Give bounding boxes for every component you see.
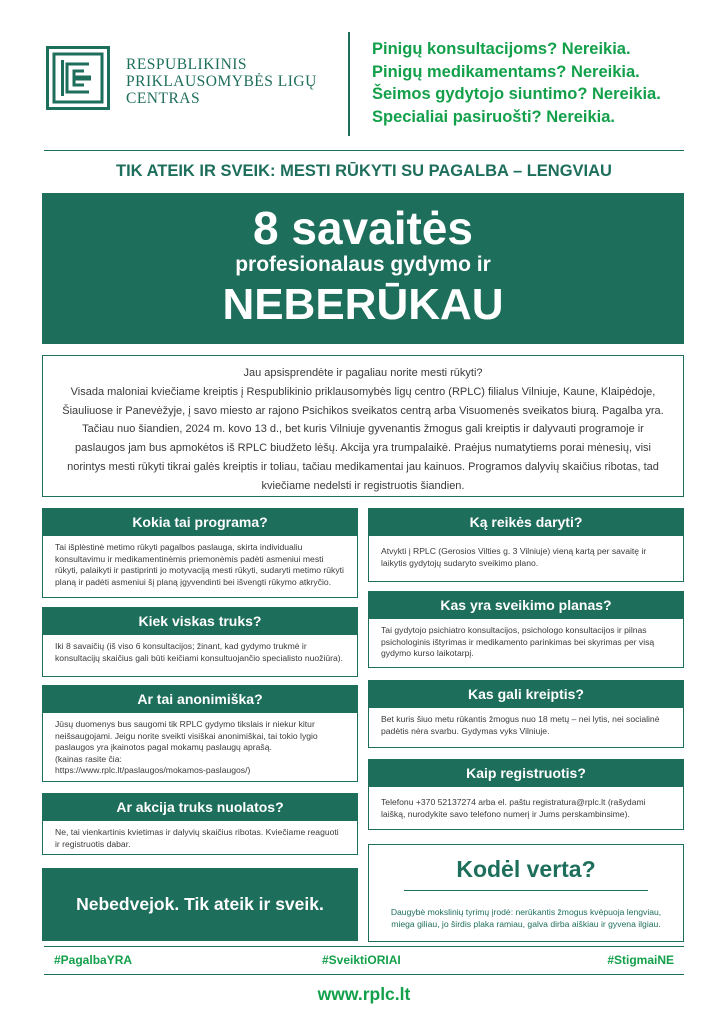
org-name	[126, 56, 356, 107]
header-divider	[348, 32, 350, 136]
hero-subheadline: profesionalaus gydymo ir	[235, 253, 491, 276]
info-box-text: Tai gydytojo psichiatro konsultacijos, psichologo konsultacijos ir pilnas psichologinis ištyrimas ir medikamento parinkimas bei skyrimas per visą gydymo kurso laikotarpį.	[381, 625, 655, 659]
info-box-eligibility	[368, 680, 684, 748]
info-box-title: Kokia tai programa?	[43, 509, 357, 536]
hero-headline: 8 savaitės	[253, 202, 473, 254]
org-name-line: PRIKLAUSOMYBĖS LIGŲ	[126, 73, 317, 90]
hashtag-row	[44, 953, 684, 967]
info-box-title: Kiek viskas truks?	[43, 608, 357, 635]
footer-rule	[44, 974, 684, 975]
hero-emphasis: NEBERŪKAU	[222, 280, 504, 329]
info-box-title: Kas gali kreiptis?	[369, 681, 683, 708]
info-box-title: Ką reikės daryti?	[369, 509, 683, 536]
why-title: Kodėl verta?	[456, 856, 596, 882]
intro-box	[42, 355, 684, 497]
info-box-text: Jūsų duomenys bus saugomi tik RPLC gydymo tikslais ir niekur kitur neišsaugojami. Jeigu norite sveikti visiškai anonimiškai, tai tokio lygio paslaugos yra įkainotos pagal mokamų paslaugų aprašą.	[55, 719, 318, 753]
info-box-title: Kas yra sveikimo planas?	[369, 592, 683, 619]
info-box-registration	[368, 759, 684, 830]
info-box-title: Kaip registruotis?	[369, 760, 683, 787]
info-box-text: Iki 8 savaičių (iš viso 6 konsultacijos; žinant, kad gydymo trukmė ir konsultacijų skaičius gali būti keičiami konsultuojančio specialisto nuožiūra).	[55, 641, 344, 663]
why-text: Daugybė mokslinių tyrimų įrodė: nerūkantis žmogus kvėpuoja lengviau, miega giliau, jo širdis plaka ramiau, galva dirba aiškiau ir gyvena ilgiau.	[390, 907, 662, 929]
intro-body: Visada maloniai kviečiame kreiptis į Respublikinio priklausomybės ligų centro (RPLC) filialus Vilniuje, Kaune, Klaipėdoje, Šiauliuose ir Panevėžyje, į savo miesto ar rajono Psichikos sveikatos centrą arba Visuomenės sveikatos biurą. Pagalba yra. Tačiau nuo šiandien, 2024 m. kovo 13 d., bet kuris Vilniuje gyvenantis žmogus gali kreiptis ir dalyvauti programoje ir paslaugos jam bus apmokėtos iš RPLC biudžeto lėšų. Akcija yra trumpalaikė. Praėjus numatytiems porai mėnesių, visi norintys mesti rūkyti tikrai galės kreiptis ir toliau, tačiau medikamentai jau kainuos. Programos dalyvių skaičius ribotas, tad kviečiame nedelsti ir registruotis šiandien.	[62, 385, 664, 492]
info-box-recovery-plan	[368, 591, 684, 668]
info-box-what-to-do	[368, 508, 684, 582]
info-box-text: Atvykti į RPLC (Gerosios Vilties g. 3 Vilniuje) vieną kartą per savaitę ir laikytis gydytojų sudaryto sveikimo plano.	[381, 546, 647, 568]
rplc-logo-icon	[46, 46, 110, 110]
slogan-banner: Nebedvejok. Tik ateik ir sveik.	[42, 868, 358, 941]
info-box-text: Ne, tai vienkartinis kvietimas ir dalyvių skaičius ribotas. Kviečiame reaguoti ir registruotis dabar.	[55, 827, 339, 849]
tagline: TIK ATEIK IR SVEIK: MESTI RŪKYTI SU PAGALBA – LENGVIAU	[116, 162, 612, 180]
why-box	[368, 844, 684, 942]
info-box-duration	[42, 607, 358, 677]
hashtag: #SveiktiORIAI	[322, 953, 401, 967]
top-rule	[44, 150, 684, 151]
info-box-title: Ar tai anonimiška?	[43, 686, 357, 713]
info-box-text: Telefonu +370 52137274 arba el. paštu registratura@rplc.lt (rašydami laišką, nurodykite savo telefono numerį ir Jums perskambinsime).	[381, 797, 646, 819]
slogan-line: Šeimos gydytojo siuntimo? Nereikia.	[372, 85, 661, 103]
bottom-rule	[44, 946, 684, 947]
why-divider	[404, 890, 648, 891]
info-box-title: Ar akcija truks nuolatos?	[43, 794, 357, 821]
info-box-text: Tai išplėstinė metimo rūkyti pagalbos paslauga, skirta individualiu konsultavimu ir medikamentinėmis priemonėmis padėti asmeniui mesti rūkyti, palaikyti ir pastiprinti jo motyvaciją mesti rūkyti, sudaryti metimo rūkyti planą ir padėti asmeniui šį planą įgyvendinti bei išvengti rūkymo atkryčio.	[55, 542, 344, 587]
info-box-anonymity	[42, 685, 358, 782]
intro-question: Jau apsisprendėte ir pagaliau norite mesti rūkyti?	[243, 367, 483, 379]
info-box-campaign	[42, 793, 358, 855]
header-slogans	[372, 38, 661, 128]
slogan-line: Pinigų konsultacijoms? Nereikia.	[372, 40, 631, 58]
slogan-line: Pinigų medikamentams? Nereikia.	[372, 62, 640, 81]
org-name-line: CENTRAS	[126, 90, 201, 107]
info-box-program	[42, 508, 358, 598]
header	[44, 30, 684, 142]
hashtag: #StigmaiNE	[607, 953, 674, 967]
website-link[interactable]: www.rplc.lt	[317, 984, 411, 1004]
price-note: (kainas rasite čia:	[55, 753, 122, 764]
price-link[interactable]: https://www.rplc.lt/paslaugos/mokamos-paslaugos/)	[55, 765, 251, 776]
org-name-line: RESPUBLIKINIS	[126, 56, 248, 73]
hashtag: #PagalbaYRA	[54, 953, 133, 967]
info-box-text-wrap	[43, 713, 357, 781]
slogan-line: Specialiai pasiruošti? Nereikia.	[372, 107, 616, 126]
hero-banner	[42, 193, 684, 344]
info-box-text: Bet kuris šiuo metu rūkantis žmogus nuo 18 metų – nei lytis, nei socialinė padėtis nėra svarbu. Gydymas vyks Vilniuje.	[381, 714, 660, 736]
